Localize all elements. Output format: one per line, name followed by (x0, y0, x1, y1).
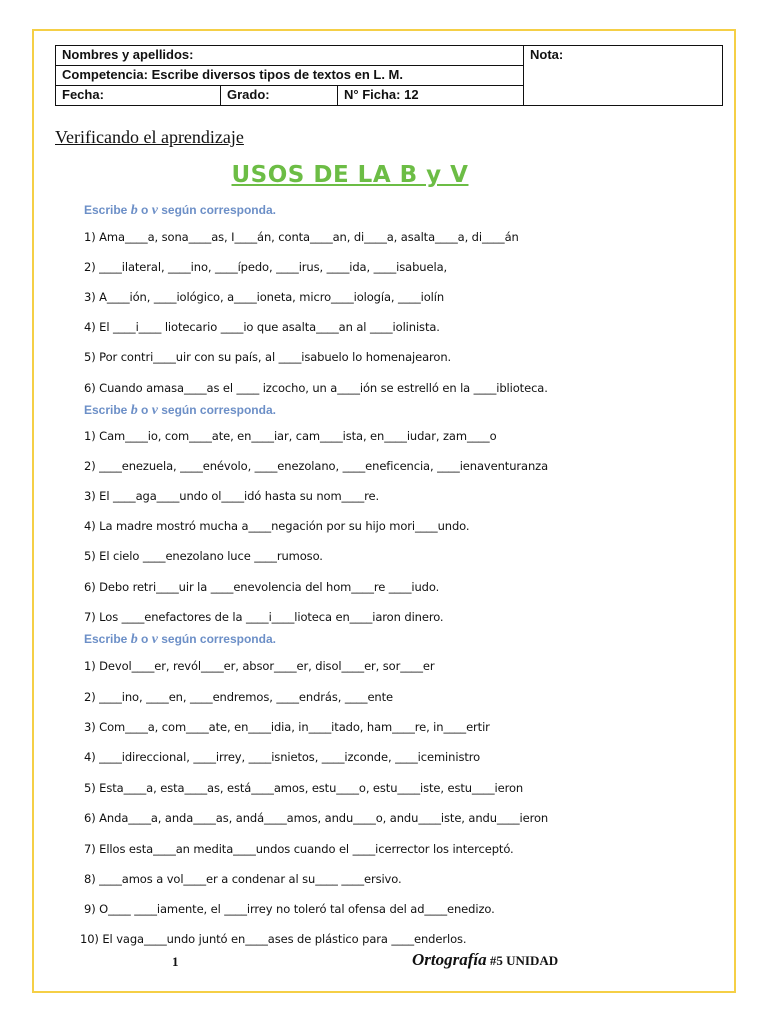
exercise-item: 7) Los ____enefactores de la ____i____lioteca en____iaron dinero. (84, 610, 444, 624)
nombres-cell: Nombres y apellidos: (56, 46, 524, 66)
exercise-item: 3) Com____a, com____ate, en____idia, in____itado, ham____re, in____ertir (84, 720, 490, 734)
footer-ortografia: Ortografía (412, 950, 487, 969)
header-table (55, 45, 723, 106)
exercise-item: 1) Ama____a, sona____as, I____án, conta____an, di____a, asalta____a, di____án (84, 230, 519, 244)
exercise-item: 10) El vaga____undo juntó en____ases de plástico para ____enderlos. (80, 932, 467, 946)
exercise-item: 6) Anda____a, anda____as, andá____amos, andu____o, andu____iste, andu____ieron (84, 811, 549, 825)
exercise-item: 8) ____amos a vol____er a condenar al su____ ____ersivo. (84, 872, 402, 886)
exercise-item: 3) El ____aga____undo ol____idó hasta su nom____re. (84, 489, 380, 503)
exercise-item: 3) A____ión, ____iológico, a____ioneta, micro____iología, ____iolín (84, 290, 445, 304)
grado-cell: Grado: (221, 86, 338, 106)
exercise-item: 7) Ellos esta____an medita____undos cuando el ____icerrector los interceptó. (84, 842, 514, 856)
exercise-item: 4) La madre mostró mucha a____negación por su hijo mori____undo. (84, 519, 470, 533)
instruction-2: Escribe b o v según corresponda. (84, 403, 276, 418)
exercise-item: 1) Cam____io, com____ate, en____iar, cam____ista, en____iudar, zam____o (84, 429, 497, 443)
ficha-cell: N° Ficha: 12 (338, 86, 524, 106)
exercise-item: 4) El ____i____ liotecario ____io que asalta____an al ____iolinista. (84, 320, 440, 334)
footer-unit (412, 950, 558, 970)
exercise-item: 5) El cielo ____enezolano luce ____rumoso. (84, 549, 323, 563)
exercise-item: 2) ____ino, ____en, ____endremos, ____endrás, ____ente (84, 690, 394, 704)
exercise-item: 9) O____ ____iamente, el ____irrey no toleró tal ofensa del ad____enedizo. (84, 902, 495, 916)
fecha-cell: Fecha: (56, 86, 221, 106)
exercise-item: 2) ____enezuela, ____enévolo, ____enezolano, ____eneficencia, ____ienaventuranza (84, 459, 549, 473)
exercise-item: 5) Esta____a, esta____as, está____amos, estu____o, estu____iste, estu____ieron (84, 781, 524, 795)
exercise-item: 4) ____idireccional, ____irrey, ____isnietos, ____izconde, ____iceministro (84, 750, 481, 764)
instruction-3: Escribe b o v según corresponda. (84, 632, 276, 647)
exercise-item: 5) Por contri____uir con su país, al ____isabuelo lo homenajearon. (84, 350, 452, 364)
footer-unidad: #5 UNIDAD (486, 953, 559, 968)
verificando-heading: Verificando el aprendizaje (55, 127, 244, 147)
competencia-cell: Competencia: Escribe diversos tipos de textos en L. M. (56, 66, 524, 86)
exercise-item: 2) ____ilateral, ____ino, ____ípedo, ____irus, ____ida, ____isabuela, (84, 260, 448, 274)
instruction-1: Escribe b o v según corresponda. (84, 203, 276, 218)
nota-cell: Nota: (524, 46, 723, 106)
exercise-item: 6) Debo retri____uir la ____enevolencia del hom____re ____iudo. (84, 580, 440, 594)
exercise-item: 6) Cuando amasa____as el ____ izcocho, un a____ión se estrelló en la ____iblioteca. (84, 381, 548, 395)
page-number: 1 (172, 954, 179, 969)
page-title: USOS DE LA B y V (231, 162, 469, 188)
exercise-item: 1) Devol____er, revól____er, absor____er, disol____er, sor____er (84, 659, 435, 673)
